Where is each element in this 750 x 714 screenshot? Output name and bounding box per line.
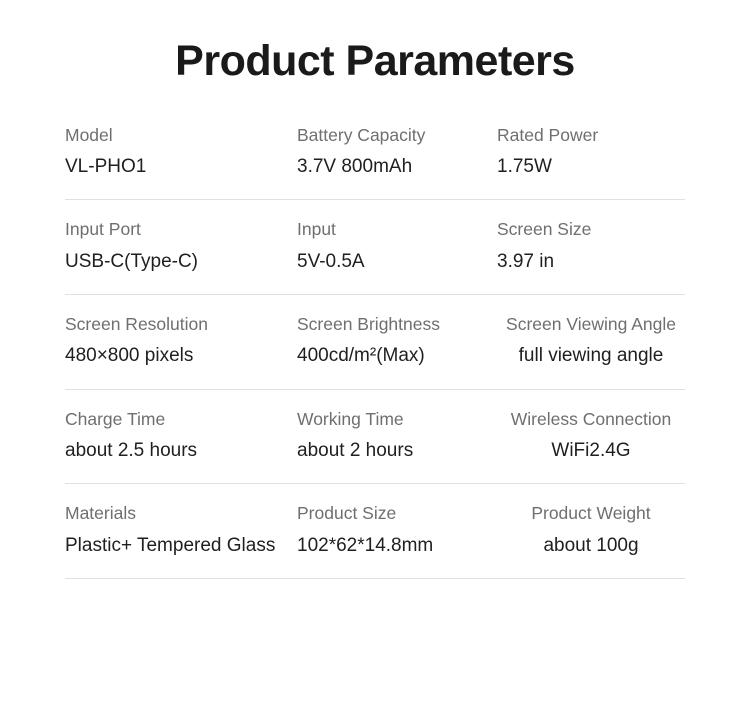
parameter-value: USB-C(Type-C) <box>65 250 199 272</box>
parameter-label: Screen Brightness <box>297 313 440 334</box>
parameter-value: WiFi2.4G <box>551 439 631 461</box>
parameter-value: about 2 hours <box>297 439 414 461</box>
parameter-cell <box>297 216 497 276</box>
parameter-cell <box>497 500 685 560</box>
parameter-value: 3.7V 800mAh <box>297 155 413 177</box>
parameter-value: about 2.5 hours <box>65 439 198 461</box>
parameter-label: Screen Viewing Angle <box>506 313 676 334</box>
parameter-label: Working Time <box>297 408 404 429</box>
parameter-cell <box>297 406 497 466</box>
page-title: Product Parameters <box>175 37 575 85</box>
parameter-value: 1.75W <box>497 155 552 177</box>
parameter-label: Model <box>65 124 113 145</box>
parameter-value: 102*62*14.8mm <box>297 534 434 556</box>
parameter-cell <box>497 122 685 182</box>
parameter-label: Input <box>297 219 336 240</box>
parameter-cell <box>297 311 497 371</box>
parameter-cell <box>65 216 297 276</box>
parameter-cell <box>497 406 685 466</box>
parameter-value: 3.97 in <box>497 250 555 272</box>
parameter-label: Wireless Connection <box>510 408 672 429</box>
parameter-label: Product Size <box>297 503 397 524</box>
parameter-label: Product Weight <box>531 503 651 524</box>
table-row <box>65 295 685 390</box>
parameter-label: Battery Capacity <box>297 124 426 145</box>
parameter-value: 5V-0.5A <box>297 250 365 272</box>
parameter-value: 480×800 pixels <box>65 345 194 367</box>
parameter-value: 400cd/m²(Max) <box>297 345 425 367</box>
parameter-cell <box>297 122 497 182</box>
parameter-value: full viewing angle <box>518 345 664 367</box>
parameter-value: about 100g <box>543 534 639 556</box>
parameter-label: Screen Resolution <box>65 313 208 334</box>
parameter-cell <box>497 216 685 276</box>
table-row <box>65 200 685 295</box>
parameter-cell <box>497 311 685 371</box>
parameter-cell <box>65 500 297 560</box>
parameter-value: VL-PHO1 <box>65 155 147 177</box>
parameter-label: Rated Power <box>497 124 599 145</box>
parameter-label: Charge Time <box>65 408 166 429</box>
parameter-cell <box>65 122 297 182</box>
parameters-table <box>65 88 685 579</box>
parameter-cell <box>65 311 297 371</box>
parameter-label: Screen Size <box>497 219 592 240</box>
parameter-label: Materials <box>65 503 136 524</box>
table-row <box>65 106 685 201</box>
table-row <box>65 390 685 485</box>
parameter-cell <box>297 500 497 560</box>
table-row <box>65 484 685 579</box>
parameter-cell <box>65 406 297 466</box>
parameter-value: Plastic+ Tempered Glass <box>65 534 276 556</box>
parameter-label: Input Port <box>65 219 141 240</box>
